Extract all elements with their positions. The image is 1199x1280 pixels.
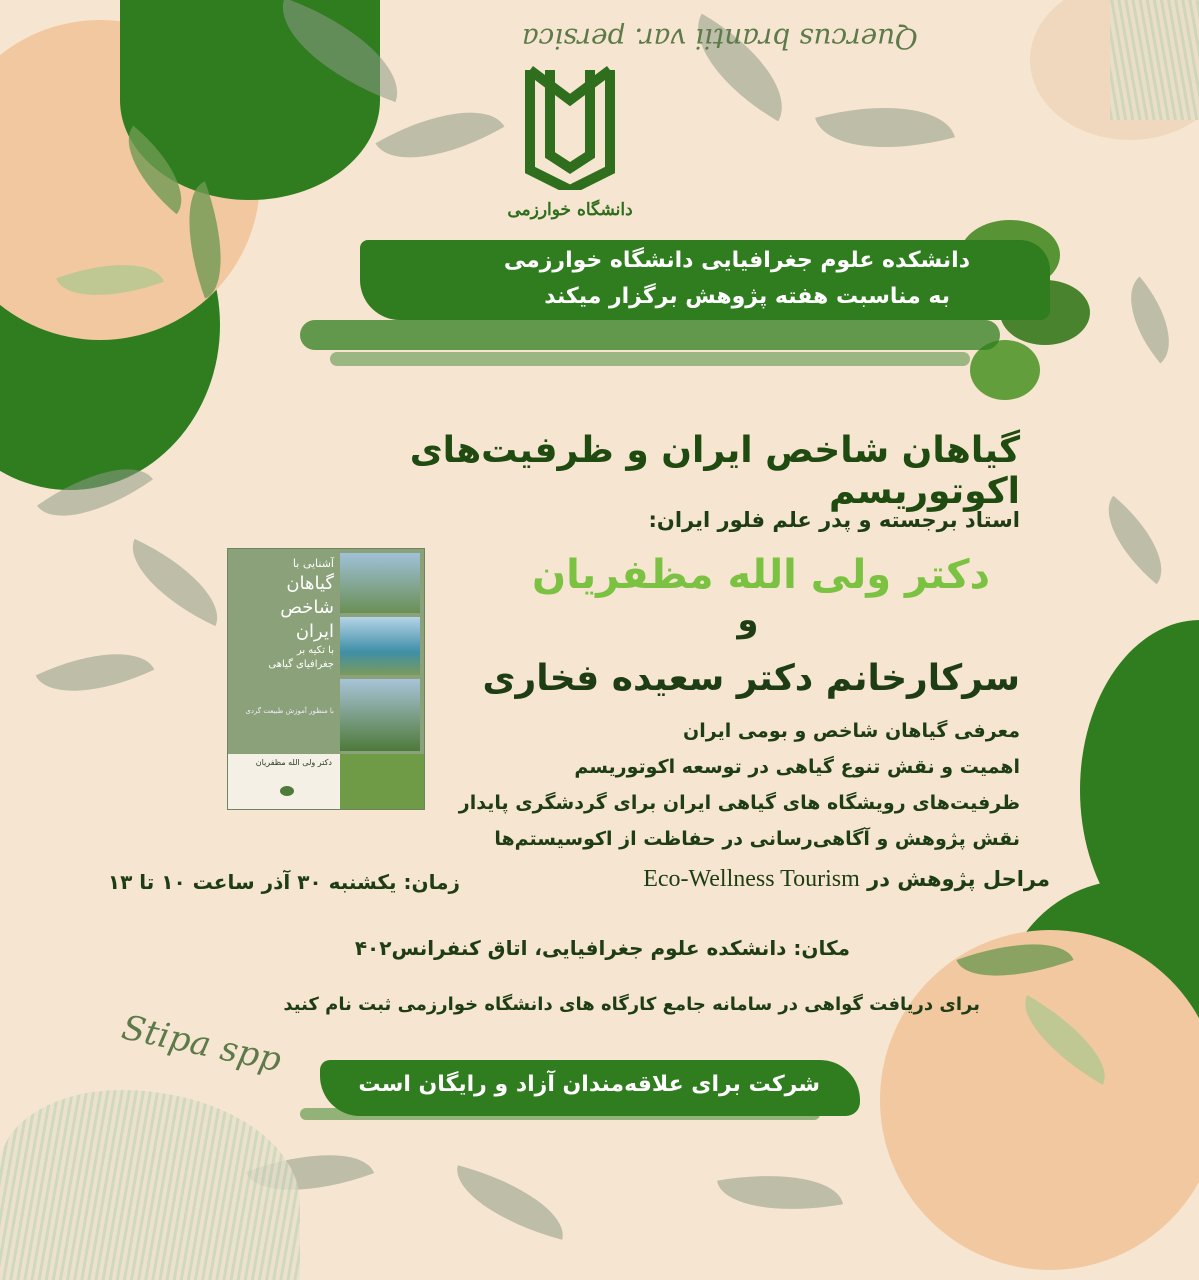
- header-banner-stroke-2: [330, 352, 970, 366]
- leaf-decoration-17: [717, 1160, 843, 1225]
- book-title-line1: آشنایی با: [292, 557, 334, 570]
- leaf-decoration-8: [1109, 277, 1191, 364]
- event-place: مکان: دانشکده علوم جغرافیایی، اتاق کنفرانس۴۰۲: [354, 936, 850, 960]
- speaker2-name: سرکارخانم دکتر سعیده فخاری: [482, 658, 1020, 699]
- bg-blob-peach-bottom-right: [880, 930, 1199, 1270]
- book-photo-3: [340, 679, 420, 751]
- leaf-decoration-11: [36, 629, 155, 716]
- book-title-line6: جغرافیای گیاهی: [268, 659, 334, 670]
- grass-decoration: [0, 1090, 300, 1280]
- topic-item-2: اهمیت و نقش تنوع گیاهی در توسعه اکوتوریسم: [574, 756, 1020, 778]
- book-title-line2: گیاهان: [286, 573, 334, 594]
- registration-note: برای دریافت گواهی در سامانه جامع کارگاه های دانشگاه خوارزمی ثبت نام کنید: [283, 994, 980, 1015]
- book-title-line5: با تکیه بر: [296, 645, 334, 656]
- grass-decoration-top-right: [1110, 0, 1199, 120]
- footer-banner-stroke: [300, 1108, 820, 1120]
- topic-item-3: ظرفیت‌های رویشگاه های گیاهی ایران برای گردشگری پایدار: [458, 792, 1020, 814]
- topic-item-5-prefix: مراحل پژوهش در: [867, 867, 1050, 891]
- speaker-intro: استاد برجسته و پدر علم فلور ایران:: [648, 508, 1020, 532]
- book-spine-stripe: [340, 754, 424, 809]
- header-banner-line1: دانشکده علوم جغرافیایی دانشگاه خوارزمی: [503, 248, 970, 273]
- book-publisher-icon: [280, 786, 294, 796]
- footer-banner-text: شرکت برای علاقه‌مندان آزاد و رایگان است: [358, 1072, 820, 1097]
- leaf-decoration-16: [446, 1165, 574, 1240]
- topic-item-5: [500, 866, 1050, 893]
- header-banner-stroke: [300, 320, 1000, 350]
- latin-name-bottom: Stipa spp: [118, 1007, 285, 1081]
- speaker-conjunction: و: [737, 600, 759, 640]
- book-photo-1: [340, 553, 420, 613]
- page-title: گیاهان شاخص ایران و ظرفیت‌های اکوتوریسم: [409, 430, 1020, 512]
- leaf-decoration-10: [116, 539, 235, 626]
- logo-caption: دانشگاه خوارزمی: [507, 200, 633, 220]
- book-title-line4: ایران: [295, 621, 334, 642]
- book-title-line3: شاخص: [280, 597, 334, 618]
- topic-item-4: نقش پژوهش و آگاهی‌رسانی در حفاظت از اکوسیستم‌ها: [494, 828, 1020, 850]
- latin-name-top: Quercus brantii var. persica: [521, 22, 919, 55]
- book-cover-text-panel: [228, 549, 338, 754]
- book-photo-2: [340, 617, 420, 675]
- book-cover: [227, 548, 425, 810]
- topic-item-1: معرفی گیاهان شاخص و بومی ایران: [683, 720, 1020, 742]
- topic-item-5-english: Eco-Wellness Tourism: [643, 866, 860, 892]
- university-logo-icon: [510, 50, 630, 190]
- header-banner-line2: به مناسبت هفته پژوهش برگزار میکند: [544, 284, 950, 309]
- event-time: زمان: یکشنبه ۳۰ آذر ساعت ۱۰ تا ۱۳: [107, 870, 460, 894]
- university-logo: [510, 50, 630, 190]
- leaf-decoration-12: [1088, 496, 1183, 584]
- book-note: با منظور آموزش طبیعت گردی: [245, 707, 334, 715]
- speaker1-name: دکتر ولی الله مظفریان: [531, 552, 990, 598]
- book-author: دکتر ولی الله مظفریان: [255, 758, 332, 767]
- leaf-decoration-7: [815, 84, 955, 171]
